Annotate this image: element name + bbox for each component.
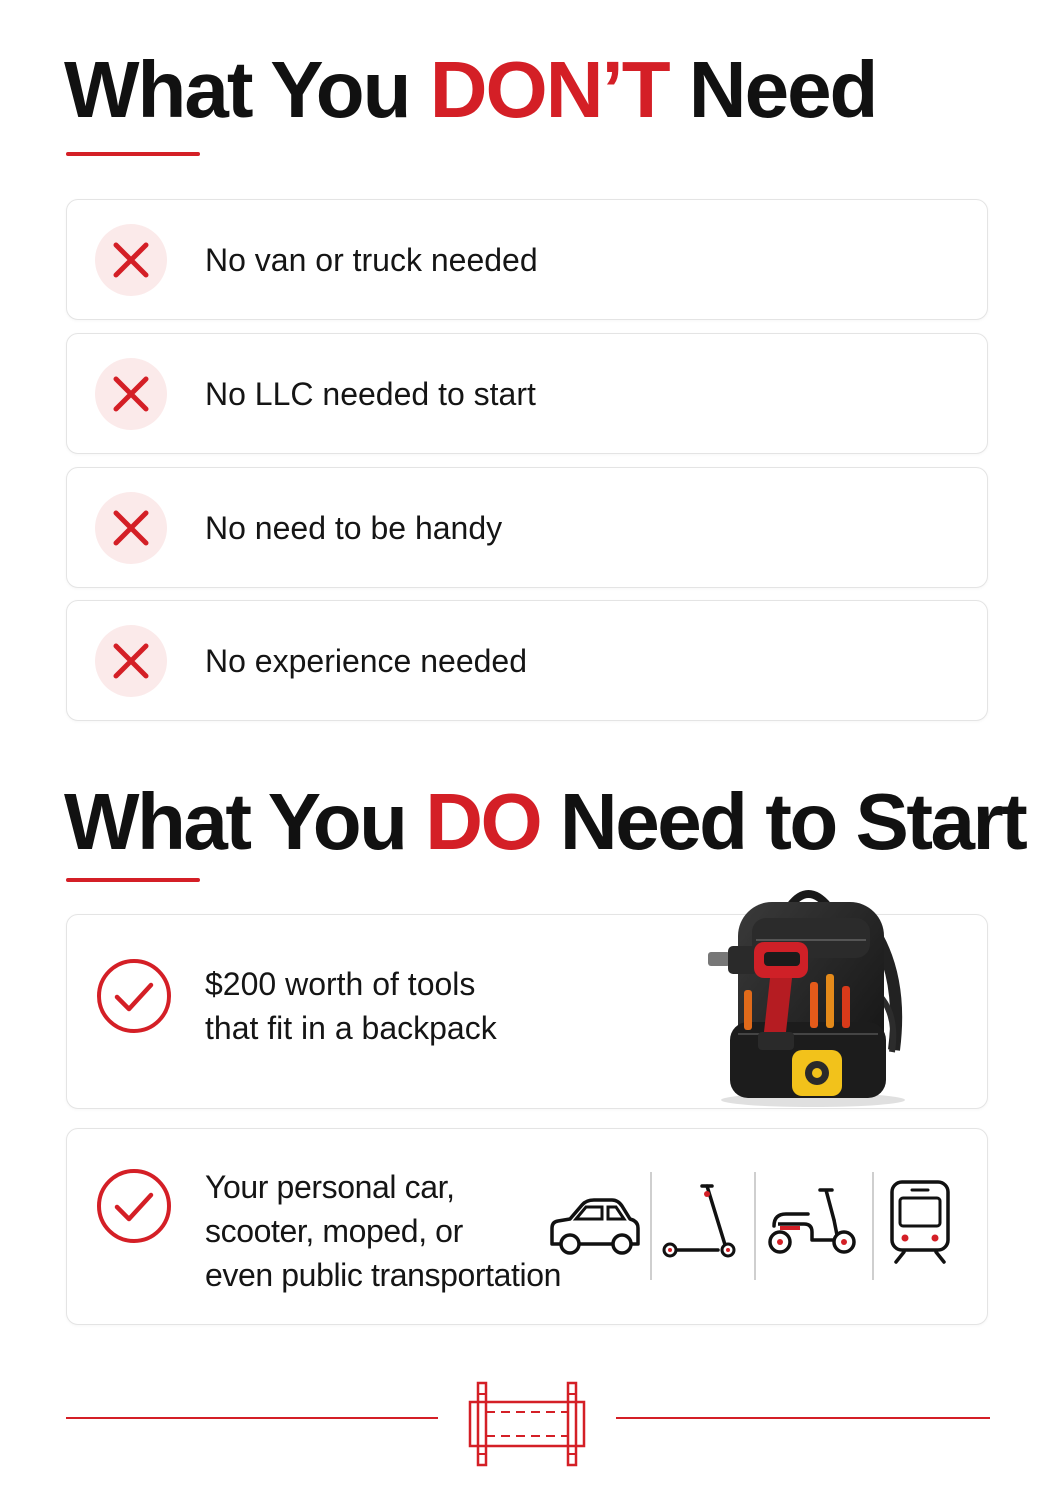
dont-need-item-llc <box>66 333 988 454</box>
close-icon <box>95 492 167 564</box>
tool-backpack-illustration <box>698 882 918 1108</box>
text-line: even public transportation <box>205 1257 562 1293</box>
text-line: scooter, moped, or <box>205 1213 463 1249</box>
dont-need-label: No need to be handy <box>205 510 503 546</box>
do-need-text <box>205 1165 561 1297</box>
tv-wall-mount-icon <box>466 1380 588 1468</box>
dont-need-item-experience <box>66 600 988 721</box>
do-need-text <box>205 962 497 1050</box>
heading-text: Need <box>688 45 877 134</box>
dont-need-label: No LLC needed to start <box>205 376 536 412</box>
close-icon <box>95 224 167 296</box>
text-line: Your personal car, <box>205 1169 455 1205</box>
heading-underline <box>66 878 200 882</box>
close-icon <box>95 358 167 430</box>
icon-divider <box>754 1172 756 1280</box>
close-icon <box>95 625 167 697</box>
check-circle-icon <box>95 957 173 1035</box>
check-circle-icon <box>95 1167 173 1245</box>
dont-need-label: No van or truck needed <box>205 242 538 278</box>
dont-need-item-handy <box>66 467 988 588</box>
dont-need-label: No experience needed <box>205 643 528 679</box>
heading-text: Need to Start <box>559 777 1026 866</box>
footer-divider-left <box>66 1417 438 1419</box>
heading-text: What You <box>64 45 410 134</box>
text-line: $200 worth of tools <box>205 966 476 1002</box>
train-icon <box>884 1172 956 1282</box>
do-need-heading <box>64 777 1026 866</box>
car-icon <box>546 1172 642 1282</box>
text-line: that fit in a backpack <box>205 1010 497 1046</box>
footer-divider-right <box>616 1417 990 1419</box>
moped-icon <box>764 1172 862 1282</box>
dont-need-item-van <box>66 199 988 320</box>
heading-underline <box>66 152 200 156</box>
kick-scooter-icon <box>660 1172 744 1282</box>
heading-accent-word: DO <box>425 777 541 866</box>
icon-divider <box>650 1172 652 1280</box>
dont-need-heading <box>64 45 877 134</box>
icon-divider <box>872 1172 874 1280</box>
heading-accent-word: DON’T <box>429 45 669 134</box>
heading-text: What You <box>64 777 406 866</box>
